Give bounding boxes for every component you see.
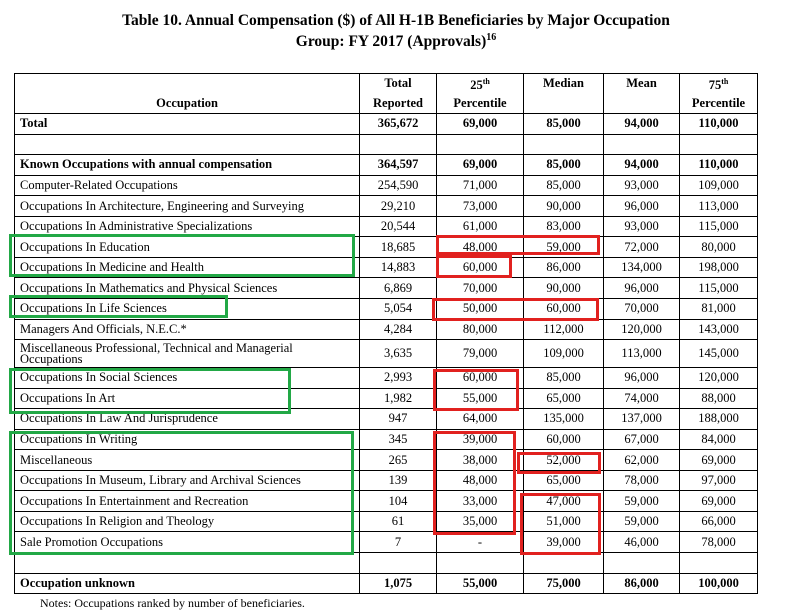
p75-cell [680, 553, 758, 574]
mean-cell: 96,000 [604, 278, 680, 299]
p25-cell: - [437, 532, 524, 553]
total-cell: 947 [360, 409, 437, 430]
footnote-ref: 16 [486, 31, 497, 43]
mean-cell: 93,000 [604, 216, 680, 237]
header-p25-text: 25th [470, 77, 490, 93]
p25-cell: 38,000 [437, 450, 524, 471]
p75-cell: 115,000 [680, 216, 758, 237]
occupation-cell: Occupations In Education [15, 237, 360, 258]
header-p25-top [437, 74, 524, 94]
median-cell: 65,000 [524, 388, 604, 409]
p75-cell: 110,000 [680, 114, 758, 135]
table-row [15, 114, 758, 135]
p25-cell: 55,000 [437, 573, 524, 594]
p25-cell: 39,000 [437, 429, 524, 450]
total-cell: 6,869 [360, 278, 437, 299]
table-row [15, 429, 758, 450]
p25-cell: 80,000 [437, 319, 524, 340]
mean-cell: 78,000 [604, 470, 680, 491]
mean-cell: 86,000 [604, 573, 680, 594]
mean-cell [604, 553, 680, 574]
title-line-2-text: Group: FY 2017 (Approvals) [295, 33, 487, 50]
p25-cell [437, 553, 524, 574]
total-cell [360, 134, 437, 155]
total-cell: 5,054 [360, 299, 437, 320]
occupation-cell: Occupations In Art [15, 388, 360, 409]
median-cell: 60,000 [524, 429, 604, 450]
p75-cell: 120,000 [680, 368, 758, 389]
total-cell: 364,597 [360, 155, 437, 176]
mean-cell: 94,000 [604, 155, 680, 176]
mean-cell: 70,000 [604, 299, 680, 320]
total-cell: 254,590 [360, 175, 437, 196]
table-row [15, 155, 758, 176]
occupation-cell: Occupations In Law And Jurisprudence [15, 409, 360, 430]
compensation-table [14, 73, 758, 594]
title-line-2 [0, 31, 792, 52]
total-cell [360, 553, 437, 574]
table-row [15, 175, 758, 196]
header-median-bottom [524, 94, 604, 114]
median-cell: 47,000 [524, 491, 604, 512]
table-row [15, 470, 758, 491]
header-p75-top: 75th [680, 74, 758, 94]
total-cell: 1,075 [360, 573, 437, 594]
table-row [15, 216, 758, 237]
mean-cell: 137,000 [604, 409, 680, 430]
occupation-cell: Occupations In Mathematics and Physical Sciences [15, 278, 360, 299]
header-occupation-top [15, 74, 360, 94]
occupation-cell: Managers And Officials, N.E.C.* [15, 319, 360, 340]
notes: Notes: Occupations ranked by number of beneficiaries. [40, 596, 305, 610]
p75-cell: 113,000 [680, 196, 758, 217]
median-cell: 83,000 [524, 216, 604, 237]
p25-cell: 35,000 [437, 511, 524, 532]
total-cell: 4,284 [360, 319, 437, 340]
total-cell: 2,993 [360, 368, 437, 389]
occupation-cell: Total [15, 114, 360, 135]
table-row [15, 196, 758, 217]
p75-cell: 84,000 [680, 429, 758, 450]
mean-cell: 134,000 [604, 257, 680, 278]
table-row [15, 257, 758, 278]
median-cell: 135,000 [524, 409, 604, 430]
p25-cell: 48,000 [437, 237, 524, 258]
median-cell: 85,000 [524, 114, 604, 135]
mean-cell: 72,000 [604, 237, 680, 258]
median-cell: 90,000 [524, 278, 604, 299]
p75-cell: 80,000 [680, 237, 758, 258]
p25-cell: 60,000 [437, 368, 524, 389]
table-row [15, 450, 758, 471]
p75-cell: 100,000 [680, 573, 758, 594]
p25-cell: 55,000 [437, 388, 524, 409]
median-cell: 85,000 [524, 175, 604, 196]
occupation-cell: Sale Promotion Occupations [15, 532, 360, 553]
p25-cell: 71,000 [437, 175, 524, 196]
table-row [15, 299, 758, 320]
occupation-cell: Occupations In Medicine and Health [15, 257, 360, 278]
median-cell: 52,000 [524, 450, 604, 471]
total-cell: 265 [360, 450, 437, 471]
occupation-cell: Miscellaneous [15, 450, 360, 471]
mean-cell [604, 134, 680, 155]
mean-cell: 59,000 [604, 511, 680, 532]
header-mean: Mean [604, 74, 680, 94]
mean-cell: 94,000 [604, 114, 680, 135]
mean-cell: 59,000 [604, 491, 680, 512]
occupation-cell: Occupations In Museum, Library and Archival Sciences [15, 470, 360, 491]
table-row [15, 388, 758, 409]
table-row [15, 511, 758, 532]
p25-cell: 33,000 [437, 491, 524, 512]
table-row [15, 278, 758, 299]
total-cell: 61 [360, 511, 437, 532]
median-cell: 90,000 [524, 196, 604, 217]
p25-cell: 70,000 [437, 278, 524, 299]
occupation-cell: Occupations In Architecture, Engineering and Surveying [15, 196, 360, 217]
table-row [15, 237, 758, 258]
table-row [15, 368, 758, 389]
p75-cell: 81,000 [680, 299, 758, 320]
total-cell: 18,685 [360, 237, 437, 258]
occupation-cell: Occupation unknown [15, 573, 360, 594]
table-row [15, 491, 758, 512]
p75-cell: 66,000 [680, 511, 758, 532]
total-cell: 139 [360, 470, 437, 491]
p75-cell: 78,000 [680, 532, 758, 553]
median-cell [524, 553, 604, 574]
occupation-cell: Computer-Related Occupations [15, 175, 360, 196]
mean-cell: 62,000 [604, 450, 680, 471]
occupation-cell [15, 134, 360, 155]
median-cell: 85,000 [524, 155, 604, 176]
total-cell: 29,210 [360, 196, 437, 217]
median-cell [524, 134, 604, 155]
header-row-bottom [15, 94, 758, 114]
mean-cell: 120,000 [604, 319, 680, 340]
table-row [15, 573, 758, 594]
mean-cell: 46,000 [604, 532, 680, 553]
p75-cell: 88,000 [680, 388, 758, 409]
mean-cell: 96,000 [604, 368, 680, 389]
p25-cell: 73,000 [437, 196, 524, 217]
median-cell: 109,000 [524, 340, 604, 368]
p75-cell: 97,000 [680, 470, 758, 491]
p75-cell: 143,000 [680, 319, 758, 340]
total-cell: 14,883 [360, 257, 437, 278]
table-row [15, 409, 758, 430]
title-line-1: Table 10. Annual Compensation ($) of All H-1B Beneficiaries by Major Occupation [122, 12, 670, 29]
p25-cell: 48,000 [437, 470, 524, 491]
mean-cell: 74,000 [604, 388, 680, 409]
mean-cell: 93,000 [604, 175, 680, 196]
p75-cell: 188,000 [680, 409, 758, 430]
p25-cell: 64,000 [437, 409, 524, 430]
occupation-cell [15, 553, 360, 574]
median-cell: 75,000 [524, 573, 604, 594]
total-cell: 1,982 [360, 388, 437, 409]
p25-cell: 79,000 [437, 340, 524, 368]
p75-cell: 69,000 [680, 491, 758, 512]
p75-cell: 109,000 [680, 175, 758, 196]
occupation-cell: Occupations In Writing [15, 429, 360, 450]
total-cell: 20,544 [360, 216, 437, 237]
total-cell: 365,672 [360, 114, 437, 135]
header-occupation: Occupation [15, 94, 360, 114]
header-total-top: Total [360, 74, 437, 94]
ordinal-suffix: th [721, 77, 729, 87]
p75-cell: 198,000 [680, 257, 758, 278]
median-cell: 51,000 [524, 511, 604, 532]
header-mean-bottom [604, 94, 680, 114]
total-cell: 7 [360, 532, 437, 553]
occupation-cell: Occupations In Life Sciences [15, 299, 360, 320]
header-median: Median [524, 74, 604, 94]
mean-cell: 67,000 [604, 429, 680, 450]
table-row [15, 340, 758, 368]
table-row [15, 532, 758, 553]
spacer-row [15, 134, 758, 155]
median-cell: 86,000 [524, 257, 604, 278]
occupation-cell: Occupations In Religion and Theology [15, 511, 360, 532]
p75-cell: 110,000 [680, 155, 758, 176]
table-title [0, 10, 792, 52]
header-p25-bottom: Percentile [437, 94, 524, 114]
p25-cell: 61,000 [437, 216, 524, 237]
total-cell: 104 [360, 491, 437, 512]
p75-cell: 115,000 [680, 278, 758, 299]
p25-cell: 69,000 [437, 155, 524, 176]
header-p75-bottom: Percentile [680, 94, 758, 114]
median-cell: 85,000 [524, 368, 604, 389]
mean-cell: 96,000 [604, 196, 680, 217]
median-cell: 65,000 [524, 470, 604, 491]
p75-cell [680, 134, 758, 155]
p25-cell: 69,000 [437, 114, 524, 135]
table-row [15, 319, 758, 340]
header-total-bottom: Reported [360, 94, 437, 114]
occupation-cell: Occupations In Entertainment and Recreation [15, 491, 360, 512]
occupation-cell: Occupations In Administrative Specializations [15, 216, 360, 237]
p75-cell: 69,000 [680, 450, 758, 471]
mean-cell: 113,000 [604, 340, 680, 368]
spacer-row [15, 553, 758, 574]
occupation-cell: Miscellaneous Professional, Technical and Managerial Occupations [15, 340, 360, 368]
total-cell: 3,635 [360, 340, 437, 368]
ordinal-suffix: th [482, 77, 490, 87]
median-cell: 59,000 [524, 237, 604, 258]
header-row-top [15, 74, 758, 94]
total-cell: 345 [360, 429, 437, 450]
median-cell: 39,000 [524, 532, 604, 553]
occupation-cell: Occupations In Social Sciences [15, 368, 360, 389]
p25-cell [437, 134, 524, 155]
median-cell: 112,000 [524, 319, 604, 340]
p25-cell: 60,000 [437, 257, 524, 278]
p25-cell: 50,000 [437, 299, 524, 320]
median-cell: 60,000 [524, 299, 604, 320]
occupation-cell: Known Occupations with annual compensation [15, 155, 360, 176]
p75-cell: 145,000 [680, 340, 758, 368]
